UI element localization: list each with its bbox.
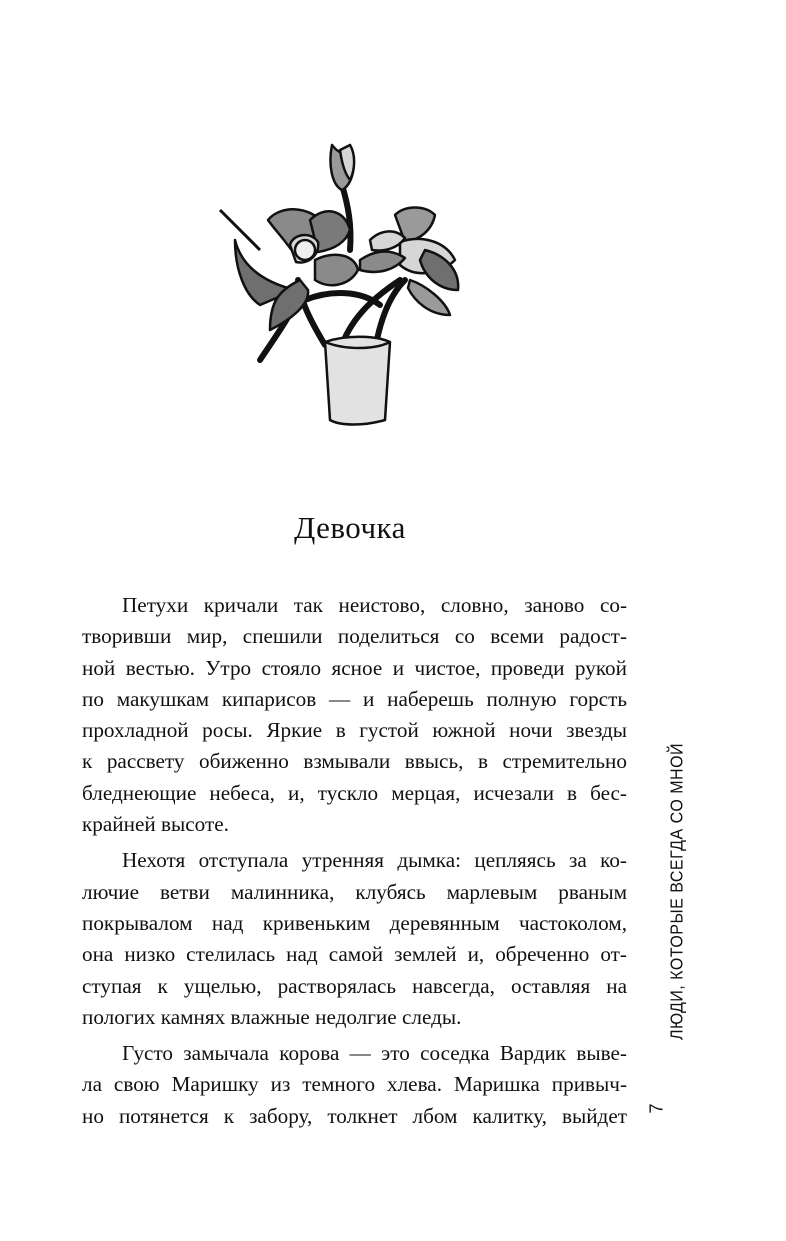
text-line: пологих камнях влажные недолгие следы. xyxy=(82,1004,462,1029)
text-line: прохладной росы. Яркие в густой южной ночи звезды xyxy=(82,718,627,743)
running-head: ЛЮДИ, КОТОРЫЕ ВСЕГДА СО МНОЙ xyxy=(668,742,687,1040)
text-line: Петухи кричали так неистово, словно, заново со- xyxy=(122,593,627,617)
flower-vase-illustration xyxy=(200,130,490,440)
text-line: творивши мир, спешили поделиться со всеми радост- xyxy=(82,624,627,649)
text-line: ла свою Маришку из темного хлева. Маришка привыч- xyxy=(82,1072,627,1097)
paragraph-1 xyxy=(82,590,627,840)
chapter-title: Девочка xyxy=(294,510,406,545)
paragraph-2 xyxy=(82,845,627,1033)
text-line: ступая к ущелью, растворялась навсегда, оставляя на xyxy=(82,973,627,998)
left-flower xyxy=(220,209,358,330)
text-line: она низко стелилась над самой землей и, обреченно от- xyxy=(82,942,627,967)
text-line: ной вестью. Утро стояло ясное и чистое, проведи рукой xyxy=(82,655,627,680)
text-line: Густо замычала корова — это соседка Вардик выве- xyxy=(122,1041,627,1066)
paragraph-3 xyxy=(82,1038,627,1132)
text-line: к рассвету обиженно взмывали ввысь, в стремительно xyxy=(82,749,627,774)
vase xyxy=(325,337,390,425)
text-line: по макушкам кипарисов — и наберешь полную горсть xyxy=(82,686,627,711)
top-bud xyxy=(330,145,354,190)
text-line: покрывалом над кривеньким деревянным частоколом, xyxy=(82,910,627,935)
page-number: 7 xyxy=(646,1103,667,1114)
text-line: Нехотя отступала утренняя дымка: цепляясь за ко- xyxy=(122,848,627,873)
body-text xyxy=(82,590,627,1132)
text-line: крайней высоте. xyxy=(82,812,229,837)
text-line: бледнеющие небеса, и, тускло мерцая, исчезали в бес- xyxy=(82,780,627,805)
text-line: лючие ветви малинника, клубясь марлевым рваным xyxy=(82,879,627,904)
text-line: но потянется к забору, толкнет лбом калитку, выйдет xyxy=(82,1103,627,1128)
